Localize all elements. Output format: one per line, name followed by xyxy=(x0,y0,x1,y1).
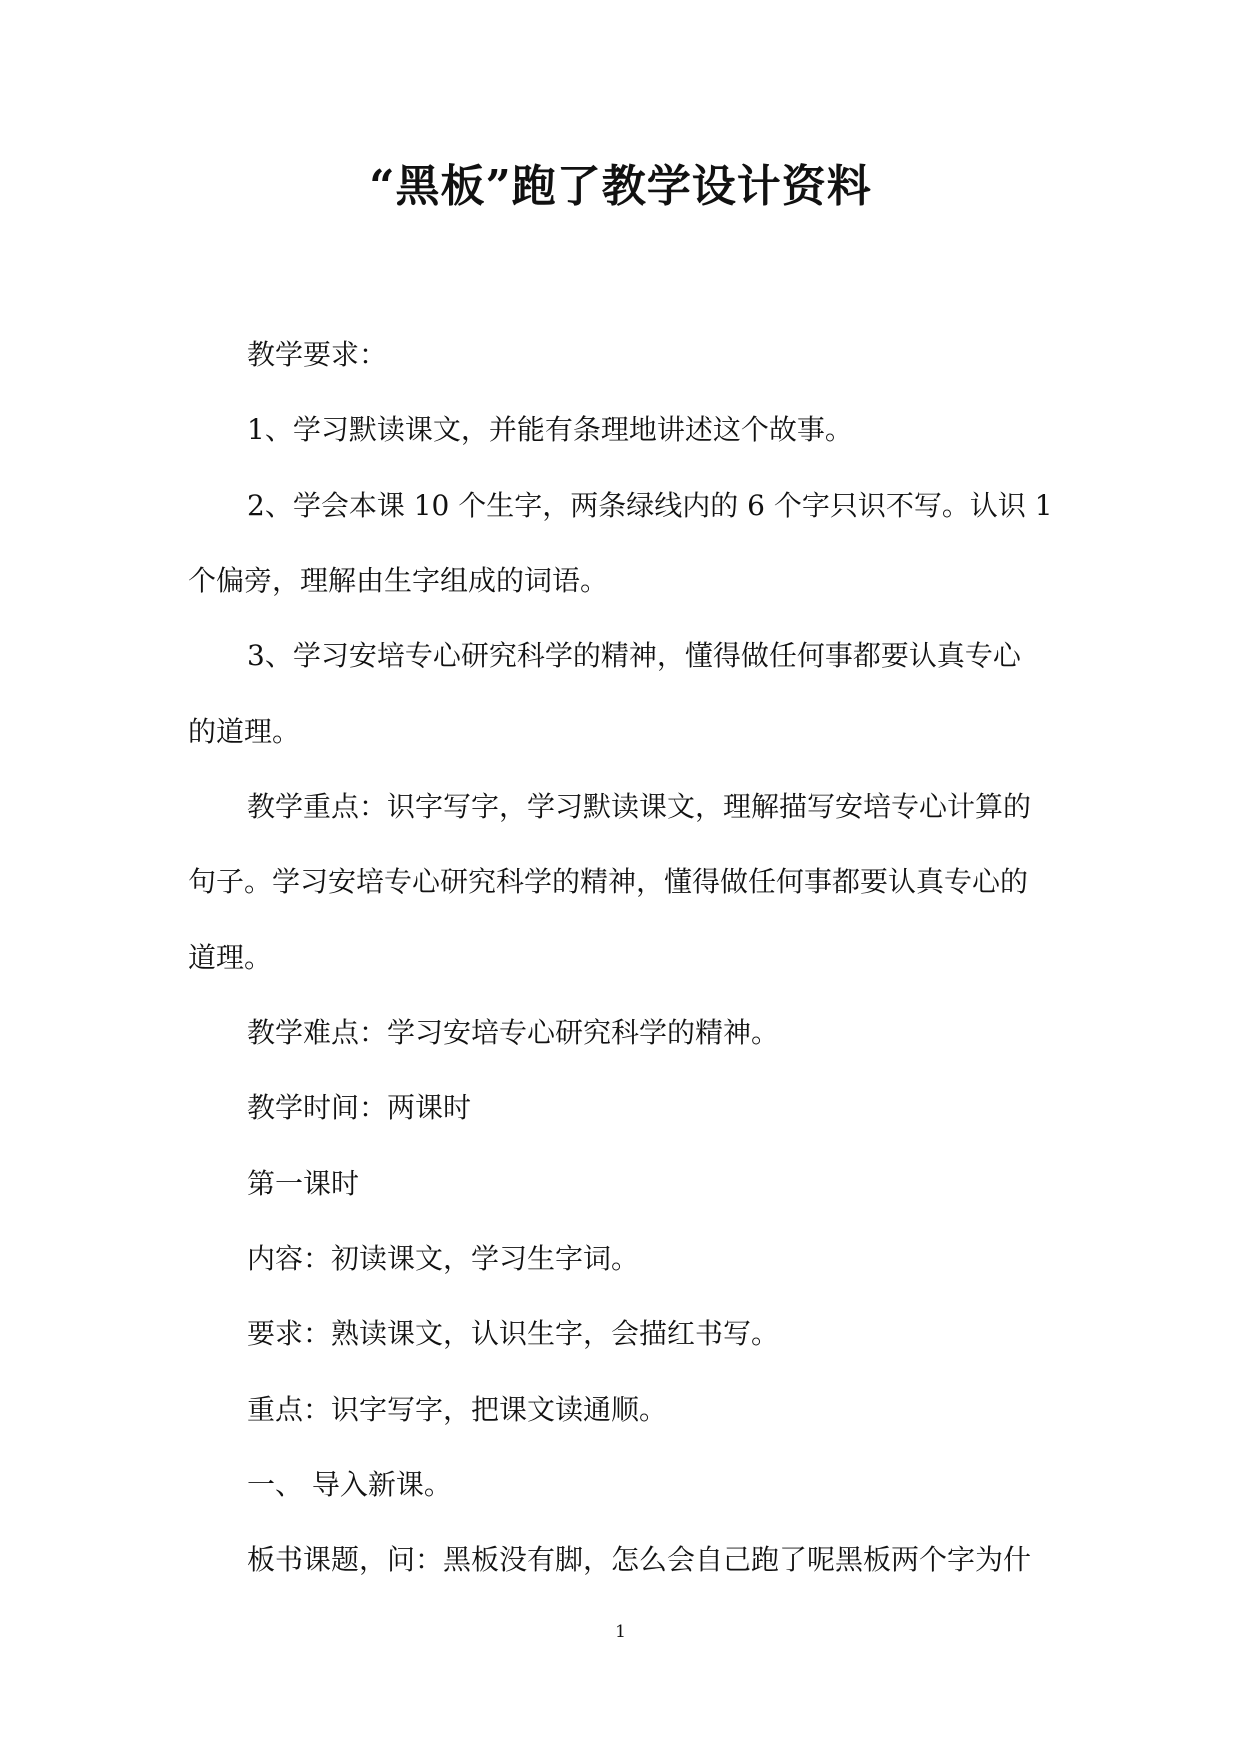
lesson-requirements: 要求：熟读课文，认识生字，会描红书写。 xyxy=(247,1317,780,1350)
step-1-text: 板书课题，问：黑板没有脚，怎么会自己跑了呢黑板两个字为什 xyxy=(247,1543,1032,1576)
page-number: 1 xyxy=(615,1622,626,1642)
lesson-key-points: 重点：识字写字，把课文读通顺。 xyxy=(247,1393,668,1426)
key-points-line-3: 道理。 xyxy=(188,941,273,974)
section-heading-teaching-requirements: 教学要求： xyxy=(247,338,388,371)
document-title: “黑板”跑了教学设计资料 xyxy=(369,161,872,212)
key-points-line-1: 教学重点：识字写字，学习默读课文，理解描写安培专心计算的 xyxy=(247,790,1032,823)
lesson-content: 内容：初读课文，学习生字词。 xyxy=(247,1242,640,1275)
difficult-points: 教学难点：学习安培专心研究科学的精神。 xyxy=(247,1016,780,1049)
first-lesson-heading: 第一课时 xyxy=(247,1167,360,1200)
requirement-3-line-1: 3、学习安培专心研究科学的精神，懂得做任何事都要认真专心 xyxy=(247,639,1021,672)
requirement-3-line-2: 的道理。 xyxy=(188,715,301,748)
key-points-line-2: 句子。学习安培专心研究科学的精神，懂得做任何事都要认真专心的 xyxy=(188,865,1029,898)
step-1-heading: 一、 导入新课。 xyxy=(247,1468,452,1501)
teaching-time: 教学时间：两课时 xyxy=(247,1091,472,1124)
requirement-2-line-1: 2、学会本课 10 个生字，两条绿线内的 6 个字只识不写。认识 1 xyxy=(247,489,1053,522)
requirement-2-line-2: 个偏旁，理解由生字组成的词语。 xyxy=(188,564,609,597)
requirement-1: 1、学习默读课文，并能有条理地讲述这个故事。 xyxy=(247,413,853,446)
